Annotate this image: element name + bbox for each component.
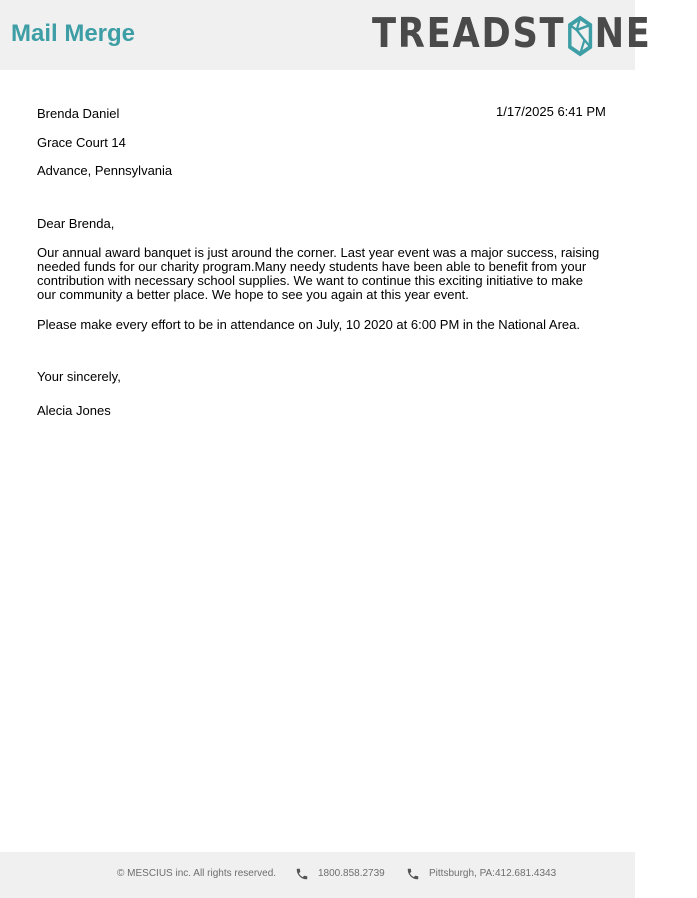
logo-wordmark [372, 10, 652, 56]
phone-icon [295, 867, 309, 881]
logo-text-end: NE [594, 9, 652, 57]
logo-text-start: TREADST [372, 9, 566, 57]
recipient-name: Brenda Daniel [37, 106, 120, 121]
page-title: Mail Merge [11, 20, 136, 47]
treadstone-logo [372, 10, 697, 56]
recipient-street: Grace Court 14 [37, 135, 126, 150]
signature: Alecia Jones [37, 403, 111, 418]
body-paragraph: Our annual award banquet is just around the corner. Last year event was a major success, raising needed funds for our charity program.Many needy students have been able to benefit from your contribution with necessary school supplies. We want to continue this exciting initiative to make our community a better place. We hope to see you again at this year event. [37, 245, 600, 302]
salutation: Dear Brenda, [37, 216, 115, 231]
letter-date: 1/17/2025 6:41 PM [496, 104, 606, 119]
logo-gem-icon [567, 16, 593, 56]
phone-icon [406, 867, 420, 881]
recipient-city: Advance, Pennsylvania [37, 163, 173, 178]
footer-copyright: © MESCIUS inc. All rights reserved. [117, 868, 277, 879]
closing: Your sincerely, [37, 369, 121, 384]
body-paragraph: Please make every effort to be in attendance on July, 10 2020 at 6:00 PM in the National Area. [37, 317, 580, 332]
page-footer [0, 852, 635, 898]
footer-phone: 1800.858.2739 [318, 868, 385, 879]
page-header [0, 0, 652, 70]
footer-location: Pittsburgh, PA:412.681.4343 [429, 868, 557, 879]
